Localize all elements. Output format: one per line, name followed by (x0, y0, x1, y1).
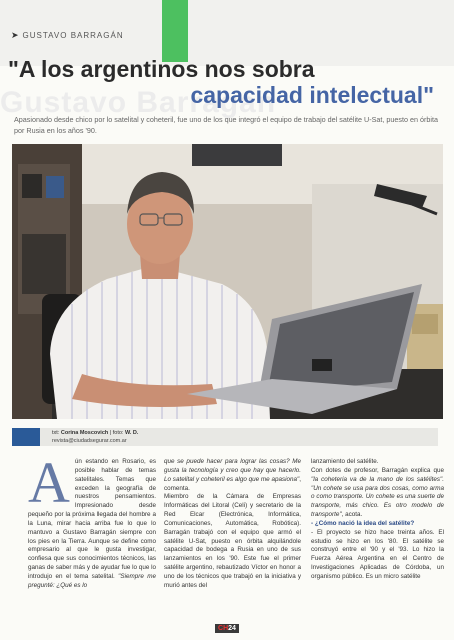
column-1 (28, 450, 157, 591)
accent-bar (162, 0, 188, 62)
credits-color-block (12, 428, 40, 446)
article-title (8, 56, 448, 108)
credit-email[interactable]: revista@ciudadsegurar.com.ar (52, 438, 127, 444)
title-watermark: Gustavo Barragán (0, 86, 277, 119)
portrait-photo (12, 144, 443, 419)
section-label-text: GUSTAVO BARRAGÁN (22, 31, 124, 40)
drop-cap: A (28, 450, 70, 515)
page-footer (0, 624, 454, 633)
article-deck: Apasionado desde chico por lo satelital y coheteril, fue uno de los que integró el equipo de trabajo del satélite U-Sat, puesto en órbita por Rusia en los años '90. (14, 115, 438, 135)
column-3 (311, 458, 444, 582)
title-line-2: capacidad intelectual" (190, 82, 434, 108)
photo-credit-label: | foto: (109, 430, 124, 436)
page-number-badge (215, 624, 239, 633)
col3-quote: "la coheteria va de la mano de los satélites". "Un cohete se usa para dos cosas, como arma o como transporte. Un cohete es una suerte de transporte, más chico. Es otro modelo de transporte" (311, 475, 444, 519)
publication-mark: CH (218, 625, 229, 632)
text-credit-author: Corina Moscovich (60, 430, 109, 436)
col3-paragraph-start: Con dotes de profesor, Barragán explica que (311, 466, 444, 474)
col2-quote-tail: , comenta. (164, 475, 301, 492)
interview-question: - ¿Cómo nació la idea del satélite? (311, 519, 415, 527)
photo-illustration (12, 144, 443, 419)
col3-paragraph-end: , acota. (341, 511, 363, 519)
photo-credits (0, 424, 454, 450)
col2-paragraph: Miembro de la Cámara de Empresas Informáticas del Litoral (Celi) y secretario de la Red Elcar (Electrónica, Informática, Comunicaciones, Automática, Robótica). Barragán trabajó con el equipo que armó el satélite U-Sat, puesto en órbita alquilándole capacidad de bodega a Rusia en uno de sus lanzamientos en los '90. Este fue el primer satélite argentino, rebautizado Víctor en honor a uno de los técnicos que trabajó en la iniciativa y murió antes del (164, 493, 301, 589)
col3-lead: lanzamiento del satélite. (311, 458, 379, 465)
col1-quote: "Siempre me pregunté: ¿Qué es lo (28, 572, 157, 589)
column-2 (164, 458, 301, 591)
col2-quote: que se puede hacer para lograr las cosas? Me gusta la tecnología y creo que hay que hacerlo. Lo satelital y coheteril es algo que me apasiona" (164, 458, 301, 483)
photo-credit-author: W. D. (124, 430, 139, 436)
credits-text (52, 429, 138, 445)
text-credit-label: txt: (52, 430, 60, 436)
section-label (11, 30, 124, 41)
arrow-icon: ➤ (11, 30, 20, 40)
col1-paragraph: ún estando en Rosario, es posible hablar de temas satelitales. Temas que exceden la geografía de nuestros pensamientos. Impresionado desde pequeño por la próxima llegada del hombre a la Luna, mirar hacia arriba fue lo que lo mantuvo a Gustavo Barragán siempre con los pies en la Tierra. Aunque se define como empresario al que le gusta investigar, confiesa que sus conocimientos técnicos, las ganas de saber más y de ayudar fue lo que lo introdujo en el tema satelital. (28, 458, 156, 580)
interview-answer: - El proyecto se hizo hace treinta años. El estudio se hizo en los '80. El satélite se construyó entre el '90 y el '93. Lo hizo la Fuerza Aérea Argentina en el Centro de Investigaciones Aplicadas de Córdoba, un organismo público. Es un micro satélite (311, 528, 444, 580)
title-line-1: "A los argentinos nos sobra (8, 56, 315, 82)
page-number: 24 (228, 625, 236, 632)
